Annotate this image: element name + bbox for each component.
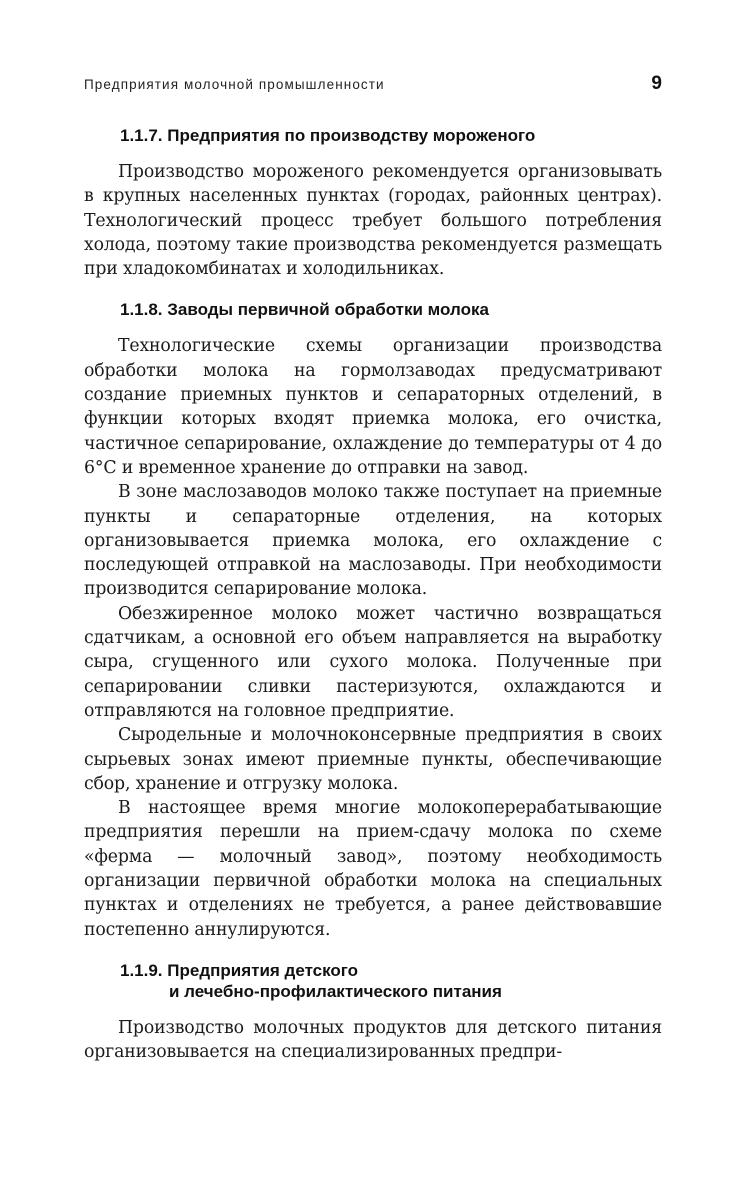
section-1-1-7 [84, 125, 662, 281]
section-heading [84, 960, 662, 1002]
paragraph: В настоящее время многие молокоперерабатывающие предприятия перешли на прием-сдачу молока по схеме «ферма — молочный завод», поэтому необходимость организации первичной обработки молока на специальных пунктах и отделениях не требуется, а ранее действовавшие постепенно аннулируются. [84, 798, 662, 940]
section-heading: 1.1.8. Заводы первичной обработки молока [120, 300, 489, 320]
paragraph: Обезжиренное молоко может частично возвращаться сдатчикам, а основной его объем направляется на выработку сыра, сгущенного или сухого молока. Полученные при сепарировании сливки пастеризуются, охлаждаются и отправляются на головное предприятие. [84, 603, 662, 721]
paragraph: Производство мороженого рекомендуется организовывать в крупных населенных пунктах (городах, районных центрах). Технологический процесс требует большого потребления холода, поэтому такие производства рекомендуется размещать при хладокомбинатах и холодильниках. [84, 162, 662, 280]
section-heading-line-2: и лечебно-профилактического питания [169, 981, 502, 1001]
section-1-1-8 [84, 299, 662, 941]
page-content [84, 125, 662, 1083]
running-head-title: Предприятия молочной промышленности [84, 77, 385, 92]
paragraph: Сыродельные и молочноконсервные предприятия в своих сырьевых зонах имеют приемные пункты, обеспечивающие сбор, хранение и отгрузку молока. [84, 725, 662, 794]
section-1-1-9 [84, 960, 662, 1065]
section-heading: 1.1.7. Предприятия по производству мороженого [120, 126, 536, 145]
running-head [84, 73, 662, 96]
paragraph: Производство молочных продуктов для детского питания организовывается на специализированных предпри- [84, 1017, 662, 1063]
paragraph: В зоне маслозаводов молоко также поступает на приемные пункты и сепараторные отделения, на которых организовывается приемка молока, его охлаждение с последующей отправкой на маслозаводы. При необходимости производится сепарирование молока. [84, 482, 662, 600]
page-number: 9 [651, 73, 662, 94]
paragraph: Технологические схемы организации производства обработки молока на гормолзаводах предусматривают создание приемных пунктов и сепараторных отделений, в функции которых входят приемка молока, его очистка, частичное сепарирование, охлаждение до температуры от 4 до 6°С и временное хранение до отправки на завод. [84, 336, 662, 478]
section-heading-line-1: 1.1.9. Предприятия детского [120, 960, 359, 980]
